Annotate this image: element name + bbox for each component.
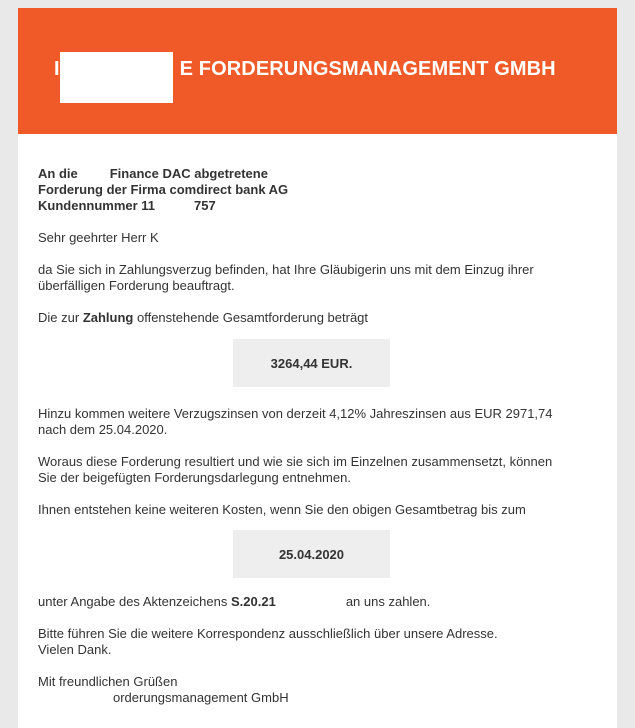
header-banner: [18, 8, 617, 134]
paragraph-3-line-1: Hinzu kommen weitere Verzugszinsen von derzeit 4,12% Jahreszinsen aus EUR 2971,74: [38, 406, 553, 421]
salutation: Sehr geehrter Herr K: [38, 230, 159, 245]
recipient-line-1: An die Finance DAC abgetretene: [38, 166, 268, 181]
customer-number: Kundennummer 11 757: [38, 198, 216, 213]
paragraph-2: Die zur Zahlung offenstehende Gesamtforderung beträgt: [38, 310, 369, 325]
company-title-start: I: [54, 58, 60, 80]
redaction-block: [60, 52, 173, 103]
paragraph-7-line-2: Vielen Dank.: [38, 642, 112, 657]
recipient-line-2: Forderung der Firma comdirect bank AG: [38, 182, 289, 197]
paragraph-4-line-2: Sie der beigefügten Forderungsdarlegung entnehmen.: [38, 470, 351, 485]
paragraph-4-line-1: Woraus diese Forderung resultiert und wie sie sich im Einzelnen zusammensetzt, können: [38, 454, 553, 469]
closing: Mit freundlichen Grüßen: [38, 674, 178, 689]
payment-word: Zahlung: [82, 310, 134, 325]
paragraph-1-line-2: überfälligen Forderung beauftragt.: [38, 278, 235, 293]
email-card: [18, 8, 617, 728]
total-amount-box: 3264,44 EUR.: [233, 339, 390, 387]
paragraph-3-line-2: nach dem 25.04.2020.: [38, 422, 168, 437]
paragraph-7-line-1: Bitte führen Sie die weitere Korrespondenz ausschließlich über unsere Adresse.: [38, 626, 498, 641]
paragraph-1-line-1: da Sie sich in Zahlungsverzug befinden, hat Ihre Gläubigerin uns mit dem Einzug ihrer: [38, 262, 534, 277]
paragraph-6: unter Angabe des Aktenzeichens S.20.21 an uns zahlen.: [38, 594, 431, 609]
file-reference: S.20.21: [231, 594, 276, 609]
due-date-box: 25.04.2020: [233, 530, 390, 578]
company-title-end: E FORDERUNGSMANAGEMENT GMBH: [179, 58, 556, 80]
paragraph-5: Ihnen entstehen keine weiteren Kosten, wenn Sie den obigen Gesamtbetrag bis zum: [38, 502, 526, 517]
signature: orderungsmanagement GmbH: [113, 690, 289, 705]
